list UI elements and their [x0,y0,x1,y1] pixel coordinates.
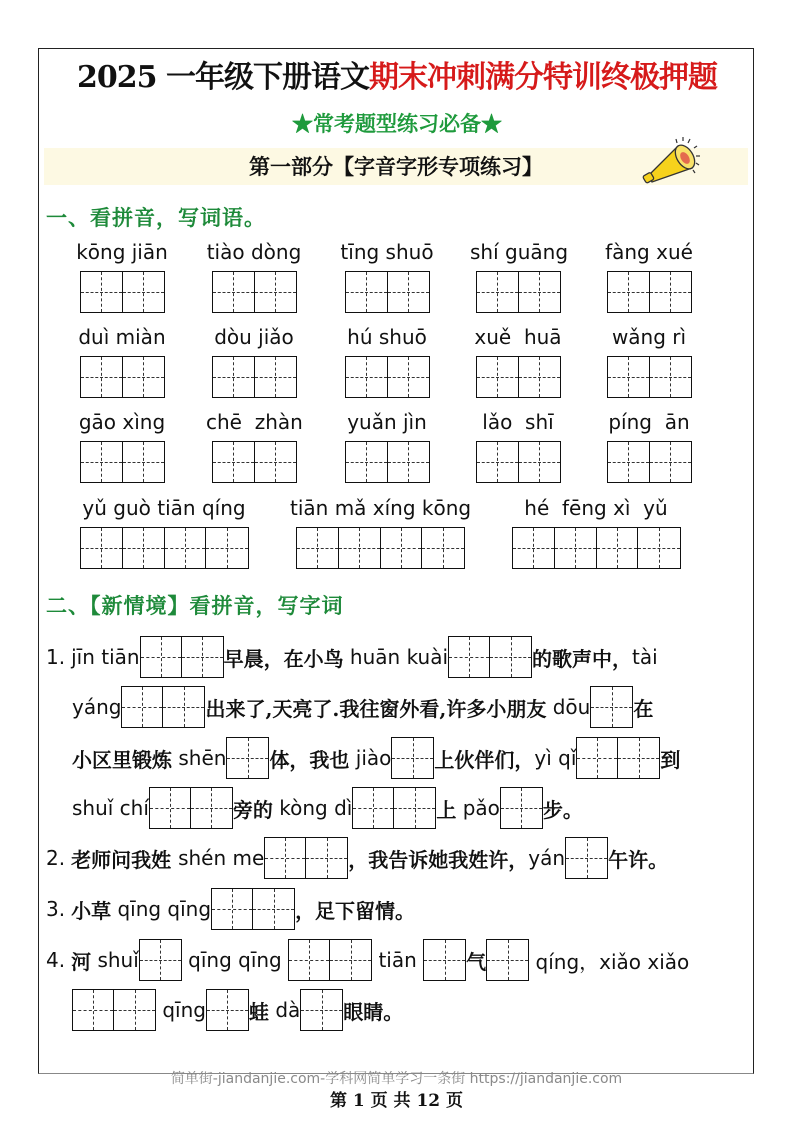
writing-cell[interactable] [81,528,123,568]
pinyin-text: shuǐ chí [72,796,149,820]
answer-box[interactable] [288,939,372,981]
writing-cell[interactable] [123,528,165,568]
title-red-part: 期末冲刺满分特训终极押题 [368,60,717,95]
writing-cell[interactable] [608,357,650,397]
writing-cell[interactable] [227,738,268,778]
writing-cell[interactable] [392,738,433,778]
pinyin-text: yì qǐ [534,746,577,770]
hanzi-text: 早晨，在小鸟 [223,646,344,671]
hanzi-text: 体，我也 [269,747,350,772]
pinyin-label: fàng xué [605,240,693,264]
pinyin-label: shí guāng [470,240,569,264]
hanzi-text: ，足下留情。 [295,898,416,923]
pinyin-text: qīng qīng [111,897,212,921]
writing-cell[interactable] [265,838,306,878]
writing-cell[interactable] [477,357,519,397]
answer-box[interactable] [500,787,543,829]
writing-box-group[interactable] [212,441,297,483]
hanzi-text: 午许。 [608,847,669,872]
pinyin-label: dòu jiǎo [214,325,294,349]
writing-cell[interactable] [255,272,297,312]
writing-cell[interactable] [487,940,528,980]
answer-box[interactable] [486,939,529,981]
writing-cell[interactable] [306,838,347,878]
writing-cell[interactable] [346,272,388,312]
writing-cell[interactable] [650,272,692,312]
pinyin-text: dōu [546,695,591,719]
hanzi-text: 河 [71,949,92,974]
sentence-line [72,985,403,1035]
answer-box[interactable] [352,787,436,829]
hanzi-text: 到 [660,747,681,772]
sentence-line [72,682,653,732]
answer-box[interactable] [423,939,466,981]
pinyin-label: tīng shuō [340,240,434,264]
answer-box[interactable] [72,989,156,1031]
writing-box-group[interactable] [296,527,465,569]
hanzi-text: 眼睛。 [343,999,404,1024]
writing-cell[interactable] [477,442,519,482]
pinyin-text: tài [632,645,658,669]
answer-box[interactable] [149,787,233,829]
writing-cell[interactable] [213,442,255,482]
writing-cell[interactable] [301,990,342,1030]
writing-cell[interactable] [353,788,394,828]
hanzi-text: 上伙伴们， [434,747,535,772]
writing-cell[interactable] [519,357,561,397]
question-number: 4. [46,948,66,972]
answer-box[interactable] [391,737,434,779]
writing-box-group[interactable] [345,356,430,398]
writing-cell[interactable] [424,940,465,980]
writing-cell[interactable] [73,990,114,1030]
writing-cell[interactable] [123,272,165,312]
writing-cell[interactable] [255,357,297,397]
title-black-part: 2025 一年级下册语文 [77,60,369,95]
page-title [40,52,754,96]
writing-cell[interactable] [449,637,490,677]
sentence-line [72,783,583,833]
hanzi-text: ，我告诉她我姓许， [348,847,529,872]
pinyin-text: huān kuài [343,645,449,669]
writing-cell[interactable] [114,990,155,1030]
writing-cell[interactable] [122,687,163,727]
hanzi-text: 小草 [71,898,112,923]
hanzi-text: 老师问我姓 [71,847,179,872]
writing-box-group[interactable] [345,271,430,313]
question-number: 1. [46,645,66,669]
writing-cell[interactable] [346,357,388,397]
pinyin-text: qíng，xiǎo xiǎo [529,949,690,974]
answer-box[interactable] [264,837,348,879]
writing-cell[interactable] [289,940,330,980]
answer-box[interactable] [121,686,205,728]
pinyin-text: shén me [178,846,265,870]
writing-cell[interactable] [591,687,632,727]
pinyin-label: xuě huā [474,325,562,349]
writing-cell[interactable] [123,357,165,397]
section2-heading: 二、【新情境】看拼音，写字词 [46,593,344,618]
pinyin-text: pǎo [456,796,500,820]
pinyin-label: tiān mǎ xíng kōng [290,496,472,520]
pinyin-label: lǎo shī [482,410,554,434]
writing-box-group[interactable] [476,271,561,313]
pinyin-text: qīng [156,998,206,1022]
writing-cell[interactable] [297,528,339,568]
answer-box[interactable] [448,636,532,678]
writing-cell[interactable] [253,889,294,929]
hanzi-text: 蛙 [248,999,269,1024]
pinyin-label: chē zhàn [206,410,303,434]
writing-box-group[interactable] [212,271,297,313]
writing-cell[interactable] [638,528,680,568]
writing-box-group[interactable] [512,527,681,569]
writing-cell[interactable] [555,528,597,568]
writing-cell[interactable] [501,788,542,828]
writing-cell[interactable] [81,442,123,482]
pinyin-text: kòng dì [272,796,353,820]
writing-cell[interactable] [81,272,123,312]
answer-box[interactable] [206,989,249,1031]
hanzi-text: 的歌声中， [532,646,633,671]
writing-cell[interactable] [388,357,430,397]
pinyin-text: qīng qīng [181,948,289,972]
writing-cell[interactable] [213,357,255,397]
hanzi-text: 上 [436,797,457,822]
answer-box[interactable] [590,686,633,728]
answer-box[interactable] [211,888,295,930]
writing-cell[interactable] [206,528,248,568]
writing-cell[interactable] [182,637,223,677]
writing-cell[interactable] [163,687,204,727]
pinyin-text: yán [528,846,566,870]
writing-box-group[interactable] [607,356,692,398]
pinyin-label: tiào dòng [206,240,302,264]
sentence-line [46,833,668,883]
writing-cell[interactable] [422,528,464,568]
hanzi-text: 小区里锻炼 [72,747,172,772]
subtitle: ★常考题型练习必备★ [292,111,502,136]
writing-cell[interactable] [141,637,182,677]
writing-cell[interactable] [394,788,435,828]
writing-cell[interactable] [608,442,650,482]
writing-cell[interactable] [490,637,531,677]
writing-cell[interactable] [381,528,423,568]
pinyin-label: gāo xìng [78,410,166,434]
writing-cell[interactable] [566,838,607,878]
pinyin-label: yǔ guò tiān qíng [82,496,246,520]
sentence-line [72,733,680,783]
answer-box[interactable] [565,837,608,879]
writing-cell[interactable] [191,788,232,828]
part-title: 第一部分【字音字形专项练习】 [249,154,543,179]
pinyin-text: jiào [349,746,392,770]
answer-box[interactable] [300,989,343,1031]
pinyin-label: kōng jiān [76,240,168,264]
writing-cell[interactable] [388,442,430,482]
pinyin-text: jīn tiān [71,645,140,669]
pinyin-text: yáng [72,695,122,719]
pinyin-label: duì miàn [78,325,166,349]
writing-box-group[interactable] [607,271,692,313]
writing-box-group[interactable] [80,271,165,313]
pinyin-text: dà [268,998,301,1022]
sentence-line [46,632,658,682]
writing-cell[interactable] [388,272,430,312]
question-number: 3. [46,897,66,921]
watermark: 简单街-jiandanjie.com-学科网简单学习一条街 https://jiandanjie.com [170,1071,623,1087]
writing-cell[interactable] [339,528,381,568]
writing-cell[interactable] [207,990,248,1030]
writing-cell[interactable] [477,272,519,312]
question-number: 2. [46,846,66,870]
hanzi-text: 气 [466,949,487,974]
writing-cell[interactable] [140,940,181,980]
answer-box[interactable] [139,939,182,981]
writing-box-group[interactable] [607,441,692,483]
hanzi-text: 在 [633,696,654,721]
hanzi-text: 出来了,天亮了.我往窗外看,许多小朋友 [205,696,547,721]
section1-heading: 一、看拼音，写词语。 [46,205,266,230]
pinyin-label: píng ān [608,410,690,434]
pinyin-label: hé fēng xì yǔ [524,496,668,520]
writing-cell[interactable] [123,442,165,482]
writing-cell[interactable] [650,357,692,397]
writing-cell[interactable] [330,940,371,980]
answer-box[interactable] [576,737,660,779]
answer-box[interactable] [140,636,224,678]
writing-cell[interactable] [519,272,561,312]
pinyin-text: shēn [172,746,227,770]
sentence-line [46,935,689,985]
writing-cell[interactable] [213,272,255,312]
pinyin-text: shuǐ [91,948,139,972]
writing-cell[interactable] [618,738,659,778]
pinyin-label: yuǎn jìn [347,410,427,434]
writing-cell[interactable] [150,788,191,828]
writing-box-group[interactable] [476,441,561,483]
writing-box-group[interactable] [80,441,165,483]
writing-cell[interactable] [650,442,692,482]
hanzi-text: 旁的 [232,797,273,822]
writing-cell[interactable] [346,442,388,482]
megaphone-icon [642,136,702,186]
writing-box-group[interactable] [345,441,430,483]
writing-cell[interactable] [608,272,650,312]
writing-box-group[interactable] [80,356,165,398]
page-number: 第 1 页 共 12 页 [329,1091,464,1111]
writing-box-group[interactable] [476,356,561,398]
writing-cell[interactable] [212,889,253,929]
writing-box-group[interactable] [212,356,297,398]
writing-cell[interactable] [597,528,639,568]
answer-box[interactable] [226,737,269,779]
pinyin-label: hú shuō [347,325,427,349]
hanzi-text: 步。 [542,797,583,822]
writing-cell[interactable] [577,738,618,778]
writing-cell[interactable] [165,528,207,568]
writing-box-group[interactable] [80,527,249,569]
writing-cell[interactable] [81,357,123,397]
pinyin-text: tiān [372,948,424,972]
writing-cell[interactable] [519,442,561,482]
pinyin-label: wǎng rì [611,325,687,349]
writing-cell[interactable] [255,442,297,482]
writing-cell[interactable] [513,528,555,568]
sentence-line [46,884,415,934]
